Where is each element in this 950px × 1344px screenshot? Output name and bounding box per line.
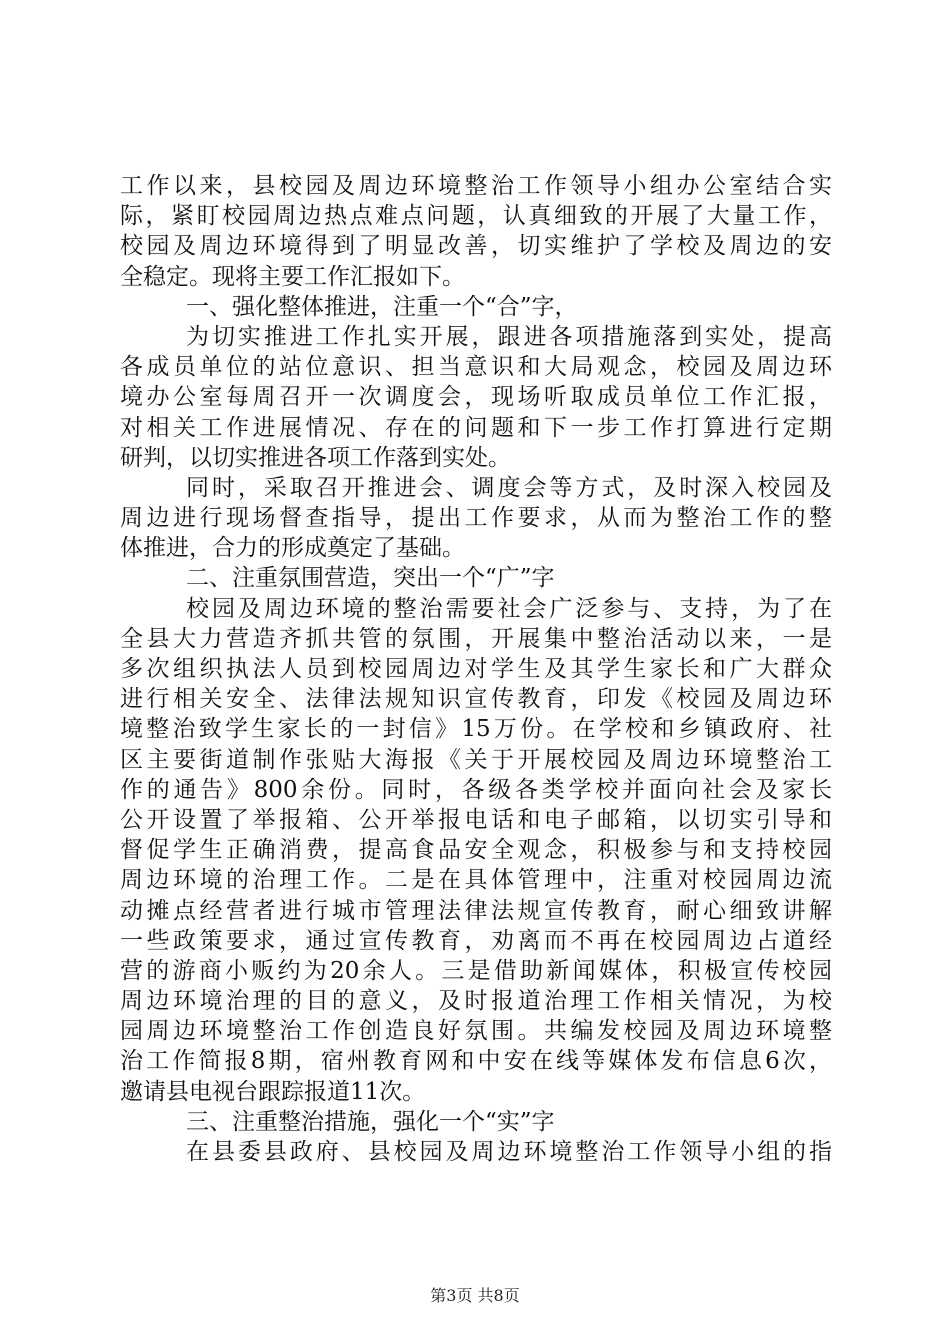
text-line: 作的通告》800余份。同时，各级各类学校并面向社会及家长: [120, 776, 832, 803]
text-line: 公开设置了举报箱、公开举报电话和电子邮箱，以切实引导和: [120, 806, 832, 833]
text-line: 周边环境的治理工作。二是在具体管理中，注重对校园周边流: [120, 867, 832, 894]
text-line: 邀请县电视台跟踪报道11次。: [120, 1078, 426, 1105]
text-line: 一些政策要求，通过宣传教育，劝离而不再在校园周边占道经: [120, 927, 832, 954]
text-line: 校园及周边环境的整治需要社会广泛参与、支持，为了在: [186, 595, 832, 622]
text-line: 动摊点经营者进行城市管理法律法规宣传教育，耐心细致讲解: [120, 897, 832, 924]
text-line: 研判，以切实推进各项工作落到实处。: [120, 444, 511, 471]
text-line: 全县大力营造齐抓共管的氛围，开展集中整治活动以来，一是: [120, 625, 832, 652]
text-line: 境办公室每周召开一次调度会，现场听取成员单位工作汇报，: [120, 384, 832, 411]
page-footer: 第3页 共8页: [430, 1286, 520, 1305]
text-line: 同时，采取召开推进会、调度会等方式，及时深入校园及: [186, 474, 832, 501]
text-line: 区主要街道制作张贴大海报《关于开展校园及周边环境整治工: [120, 746, 832, 773]
document-body: [120, 171, 832, 1167]
text-line: 各成员单位的站位意识、担当意识和大局观念，校园及周边环: [120, 354, 832, 381]
text-line: 周边环境治理的目的意义，及时报道治理工作相关情况，为校: [120, 988, 832, 1015]
section-heading: 一、强化整体推进，注重一个“合”字，: [186, 293, 578, 320]
text-line: 为切实推进工作扎实开展，跟进各项措施落到实处，提高: [186, 323, 832, 350]
text-line: 工作以来，县校园及周边环境整治工作领导小组办公室结合实: [120, 173, 832, 199]
section-heading: 三、注重整治措施，强化一个“实”字: [186, 1108, 555, 1135]
text-line: 园周边环境整治工作创造良好氛围。共编发校园及周边环境整: [120, 1018, 832, 1045]
text-line: 营的游商小贩约为20余人。三是借助新闻媒体，积极宣传校园: [120, 957, 832, 984]
text-line: 际，紧盯校园周边热点难点问题，认真细致的开展了大量工作，: [120, 203, 832, 230]
text-line: 治工作简报8期，宿州教育网和中安在线等媒体发布信息6次，: [120, 1048, 832, 1075]
text-line: 体推进，合力的形成奠定了基础。: [120, 535, 465, 562]
text-line: 周边进行现场督查指导，提出工作要求，从而为整治工作的整: [120, 505, 832, 532]
text-line: 多次组织执法人员到校园周边对学生及其学生家长和广大群众: [120, 656, 832, 682]
section-heading: 二、注重氛围营造，突出一个“广”字: [186, 565, 555, 592]
text-line: 境整治致学生家长的一封信》15万份。在学校和乡镇政府、社: [120, 716, 832, 743]
text-line: 全稳定。现将主要工作汇报如下。: [120, 263, 465, 290]
text-line: 进行相关安全、法律法规知识宣传教育，印发《校园及周边环: [120, 686, 832, 713]
text-line: 督促学生正确消费，提高食品安全观念，积极参与和支持校园: [120, 837, 832, 864]
text-line: 对相关工作进展情况、存在的问题和下一步工作打算进行定期: [120, 414, 832, 441]
text-line: 校园及周边环境得到了明显改善，切实维护了学校及周边的安: [120, 233, 832, 260]
text-line: 在县委县政府、县校园及周边环境整治工作领导小组的指: [186, 1139, 832, 1165]
